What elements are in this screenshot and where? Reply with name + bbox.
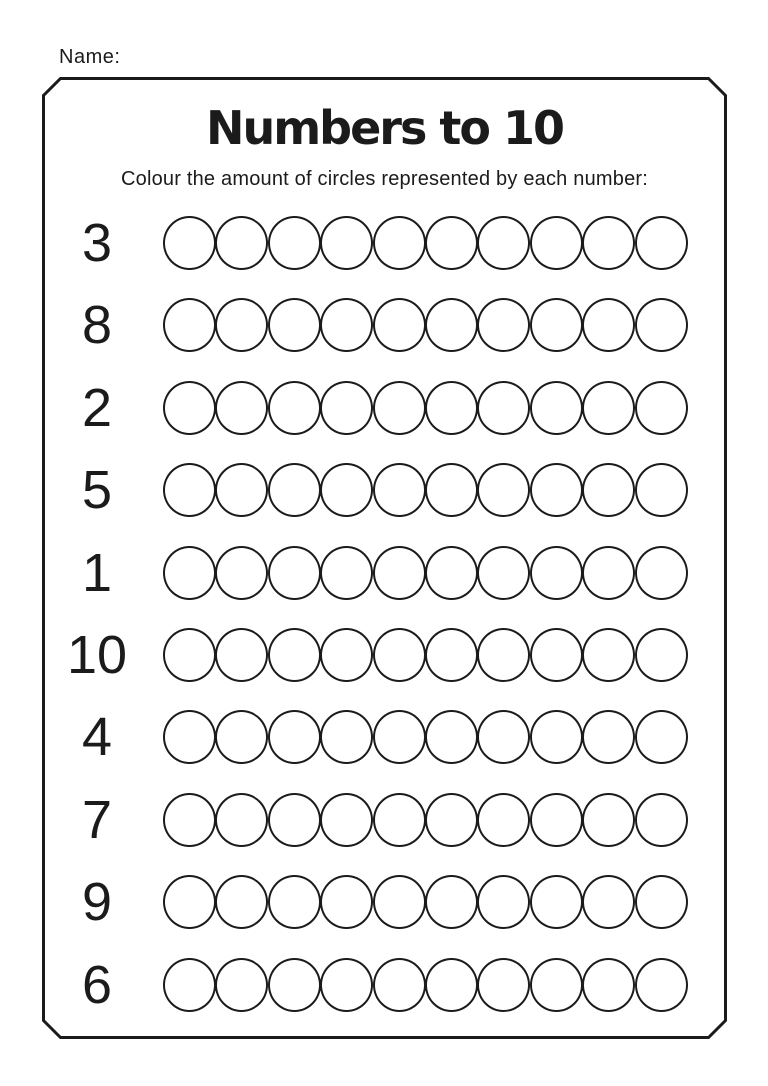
- row-number: 3: [81, 213, 113, 273]
- circle[interactable]: [268, 793, 321, 847]
- circle[interactable]: [215, 298, 268, 352]
- circle[interactable]: [163, 298, 216, 352]
- circle[interactable]: [268, 298, 321, 352]
- row-number: 7: [81, 789, 113, 850]
- circle[interactable]: [635, 793, 688, 847]
- circle[interactable]: [215, 463, 268, 517]
- circle[interactable]: [582, 958, 635, 1012]
- circle[interactable]: [320, 546, 373, 600]
- circle[interactable]: [373, 381, 426, 435]
- circle[interactable]: [530, 216, 583, 270]
- circle[interactable]: [477, 793, 530, 847]
- circle[interactable]: [373, 875, 426, 929]
- circle[interactable]: [268, 216, 321, 270]
- circle[interactable]: [425, 628, 478, 682]
- circle[interactable]: [215, 216, 268, 270]
- circle[interactable]: [320, 381, 373, 435]
- worksheet-row: [42, 789, 727, 850]
- circle[interactable]: [163, 628, 216, 682]
- circle[interactable]: [163, 381, 216, 435]
- worksheet-instruction: Colour the amount of circles represented by each number:: [120, 168, 649, 190]
- circle[interactable]: [530, 628, 583, 682]
- circle[interactable]: [425, 463, 478, 517]
- circle[interactable]: [163, 875, 216, 929]
- circle[interactable]: [373, 793, 426, 847]
- circle[interactable]: [530, 463, 583, 517]
- circle[interactable]: [477, 958, 530, 1012]
- worksheet-row: [42, 377, 727, 438]
- circle[interactable]: [530, 381, 583, 435]
- circle[interactable]: [530, 793, 583, 847]
- circle[interactable]: [635, 875, 688, 929]
- circle[interactable]: [163, 958, 216, 1012]
- circle[interactable]: [320, 463, 373, 517]
- circle[interactable]: [320, 793, 373, 847]
- circle-strip: [163, 298, 687, 352]
- circle[interactable]: [268, 546, 321, 600]
- circle[interactable]: [373, 546, 426, 600]
- circle[interactable]: [477, 546, 530, 600]
- circle[interactable]: [215, 710, 268, 764]
- circle[interactable]: [373, 710, 426, 764]
- name-label: Name:: [59, 46, 121, 68]
- circle-strip: [163, 216, 687, 270]
- circle[interactable]: [530, 875, 583, 929]
- circle[interactable]: [215, 958, 268, 1012]
- worksheet-row: [42, 872, 727, 933]
- circle-strip: [163, 463, 687, 517]
- circle[interactable]: [582, 710, 635, 764]
- circle[interactable]: [373, 298, 426, 352]
- circle[interactable]: [425, 793, 478, 847]
- circle[interactable]: [477, 710, 530, 764]
- circle[interactable]: [373, 463, 426, 517]
- circle[interactable]: [425, 958, 478, 1012]
- row-number: 10: [66, 624, 128, 685]
- circle[interactable]: [582, 875, 635, 929]
- circle[interactable]: [582, 298, 635, 352]
- worksheet-row: [42, 624, 727, 685]
- circle[interactable]: [320, 875, 373, 929]
- circle[interactable]: [477, 381, 530, 435]
- circle[interactable]: [477, 463, 530, 517]
- circle[interactable]: [582, 381, 635, 435]
- circle[interactable]: [373, 628, 426, 682]
- circle[interactable]: [582, 793, 635, 847]
- circle[interactable]: [425, 875, 478, 929]
- circle[interactable]: [582, 546, 635, 600]
- circle[interactable]: [163, 546, 216, 600]
- row-number: 2: [81, 377, 113, 438]
- circle-strip: [163, 710, 687, 764]
- circle-strip: [163, 546, 687, 600]
- circle[interactable]: [268, 463, 321, 517]
- row-number: 6: [81, 954, 113, 1015]
- circle[interactable]: [635, 381, 688, 435]
- circle-strip: [163, 628, 687, 682]
- circle[interactable]: [373, 958, 426, 1012]
- circle[interactable]: [320, 298, 373, 352]
- worksheet-title: Numbers to 10: [205, 101, 563, 155]
- circle[interactable]: [425, 298, 478, 352]
- circle[interactable]: [477, 216, 530, 270]
- circle-strip: [163, 381, 687, 435]
- circle[interactable]: [163, 463, 216, 517]
- row-number: 5: [81, 460, 113, 521]
- circle[interactable]: [320, 958, 373, 1012]
- circle[interactable]: [215, 628, 268, 682]
- circle[interactable]: [635, 298, 688, 352]
- circle[interactable]: [215, 793, 268, 847]
- circle[interactable]: [477, 298, 530, 352]
- circle[interactable]: [477, 628, 530, 682]
- circle[interactable]: [425, 216, 478, 270]
- worksheet-row: [42, 707, 727, 768]
- row-number: 9: [81, 872, 113, 933]
- circle[interactable]: [582, 628, 635, 682]
- worksheet-row: [42, 295, 727, 356]
- circle[interactable]: [320, 710, 373, 764]
- circle[interactable]: [268, 875, 321, 929]
- circle[interactable]: [635, 216, 688, 270]
- circle[interactable]: [215, 875, 268, 929]
- circle[interactable]: [163, 216, 216, 270]
- circle[interactable]: [268, 958, 321, 1012]
- circle[interactable]: [530, 546, 583, 600]
- rows-container: [42, 215, 727, 1013]
- circle-strip: [163, 793, 687, 847]
- circle[interactable]: [477, 875, 530, 929]
- circle[interactable]: [320, 628, 373, 682]
- circle[interactable]: [530, 298, 583, 352]
- row-number: 1: [81, 542, 113, 603]
- circle[interactable]: [215, 381, 268, 435]
- circle[interactable]: [530, 958, 583, 1012]
- circle[interactable]: [635, 710, 688, 764]
- circle[interactable]: [268, 710, 321, 764]
- circle[interactable]: [425, 546, 478, 600]
- circle[interactable]: [163, 710, 216, 764]
- circle[interactable]: [635, 628, 688, 682]
- worksheet-row: [42, 460, 727, 521]
- circle[interactable]: [635, 958, 688, 1012]
- row-number: 8: [81, 295, 113, 356]
- circle[interactable]: [635, 546, 688, 600]
- worksheet-row: [42, 542, 727, 603]
- circle[interactable]: [530, 710, 583, 764]
- circle[interactable]: [635, 463, 688, 517]
- worksheet-row: [42, 954, 727, 1015]
- circle[interactable]: [582, 463, 635, 517]
- circle[interactable]: [268, 628, 321, 682]
- circle[interactable]: [373, 216, 426, 270]
- circle[interactable]: [425, 710, 478, 764]
- circle-strip: [163, 875, 687, 929]
- circle[interactable]: [268, 381, 321, 435]
- circle[interactable]: [582, 216, 635, 270]
- circle-strip: [163, 958, 687, 1012]
- worksheet-row: [42, 215, 727, 271]
- circle[interactable]: [425, 381, 478, 435]
- circle[interactable]: [163, 793, 216, 847]
- row-number: 4: [81, 707, 113, 768]
- circle[interactable]: [320, 216, 373, 270]
- circle[interactable]: [215, 546, 268, 600]
